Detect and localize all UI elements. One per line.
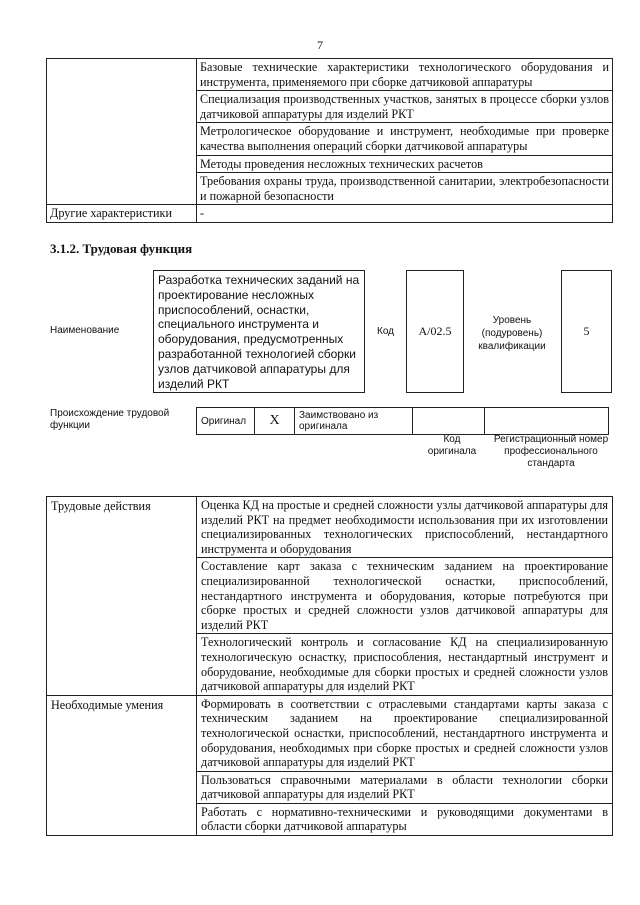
table-row (47, 695, 613, 771)
borrowed-label: Заимствовано из оригинала (295, 408, 413, 435)
table-row (197, 408, 609, 435)
skill-item: Формировать в соответствии с отраслевыми стандартами карты заказа с техническим заданием на проектирование специализированной технологической оснастки, приспособлений, нестандартного инструмента и оборудования, необходимых при сборке простых и средней сложности узлов датчиковой аппаратуры для изделий РКТ (197, 695, 613, 771)
skill-item: Работать с нормативно-техническими и руководящими документами в области сборки датчиковой аппаратуры (197, 803, 613, 835)
origin-table (196, 407, 609, 435)
labor-action-item: Технологический контроль и согласование КД на специализированную технологическую оснастку, приспособления, нестандартный инструмент и оборудование, необходимые для сборки простых и средней сложности узлов датчиковой аппаратуры для изделий РКТ (197, 634, 613, 695)
code-value-box: А/02.5 (406, 270, 464, 393)
knowledge-table (46, 58, 613, 223)
origin-code-cell (413, 408, 485, 435)
skill-item: Пользоваться справочными материалами в области технологии сборки датчиковой аппаратуры для изделий РКТ (197, 771, 613, 803)
qualification-level-label: Уровень (подуровень) квалификации (478, 315, 546, 352)
labor-action-item: Оценка КД на простые и средней сложности узлы датчиковой аппаратуры для изделий РКТ на предмет необходимости использования при их изготовлении специализированных технологических приспособлений, нестандартного инструмента и оборудования (197, 497, 613, 558)
labor-action-item: Составление карт заказа с техническим заданием на проектирование специализированной технологической оснастки, приспособлений, нестандартного инструмента и оборудования, которые потребуются при сборке простых и средней сложности узлов датчиковой аппаратуры для изделий РКТ (197, 558, 613, 634)
origin-label: Происхождение трудовой функции (50, 408, 170, 431)
actions-skills-table (46, 496, 613, 836)
registration-number-caption: Регистрационный номер профессионального стандарта (493, 434, 609, 469)
knowledge-item: Специализация производственных участков, занятых в процессе сборки узлов датчиковой аппаратуры для изделий РКТ (197, 91, 613, 123)
table-row (47, 59, 613, 91)
origin-code-caption: Код оригинала (427, 434, 477, 457)
knowledge-item: Требования охраны труда, производственной санитарии, электробезопасности и пожарной безопасности (197, 173, 613, 205)
page-number: 7 (317, 38, 323, 52)
original-mark: X (255, 408, 295, 435)
code-label: Код (377, 326, 395, 337)
knowledge-item: Методы проведения несложных технических расчетов (197, 155, 613, 173)
table-empty-cell (47, 59, 197, 205)
table-row (47, 205, 613, 223)
section-title: 3.1.2. Трудовая функция (50, 241, 193, 256)
table-row (47, 497, 613, 558)
name-label: Наименование (50, 325, 120, 336)
labor-actions-label: Трудовые действия (47, 497, 197, 696)
knowledge-item: Базовые технические характеристики технологического оборудования и инструмента, применяемого при сборке датчиковой аппаратуры (197, 59, 613, 91)
knowledge-item: Метрологическое оборудование и инструмент, необходимые при проверке качества выполнения операций сборки датчиковой аппаратуры (197, 123, 613, 155)
required-skills-label: Необходимые умения (47, 695, 197, 835)
registration-number-cell (485, 408, 609, 435)
other-characteristics-label: Другие характеристики (47, 205, 197, 223)
qualification-level-box: 5 (561, 270, 612, 393)
function-name-box: Разработка технических заданий на проектирование несложных приспособлений, оснастки, специального инструмента и оборудования, предусмотренных разработанной технологией сборки узлов датчиковой аппаратуры для изделий РКТ (153, 270, 365, 393)
other-characteristics-value: - (197, 205, 613, 223)
original-label: Оригинал (197, 408, 255, 435)
